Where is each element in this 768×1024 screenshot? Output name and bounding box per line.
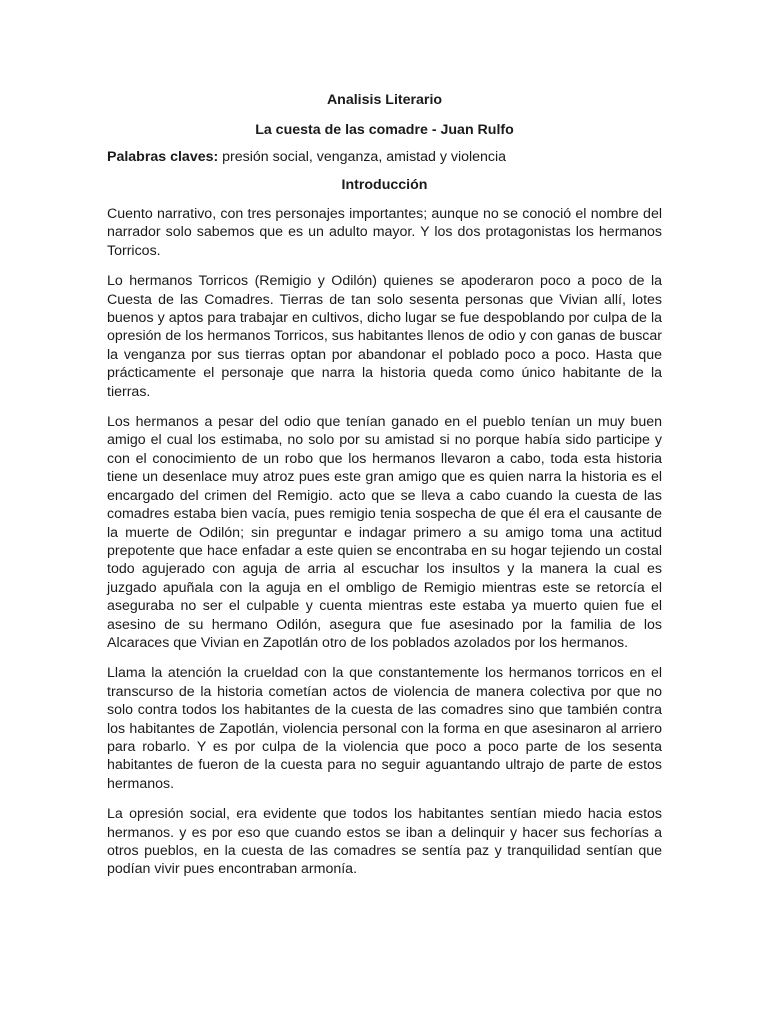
- paragraph: La opresión social, era evidente que todos los habitantes sentían miedo hacia estos hermanos. y es por eso que cuando estos se iban a delinquir y hacer sus fechorías a otros pueblos, en la cuesta de las comadres se sentía paz y tranquilidad sentían que podían vivir pues encontraban armonía.: [107, 806, 662, 878]
- document-page: [107, 91, 662, 891]
- document-subtitle: La cuesta de las comadre - Juan Rulfo: [255, 122, 514, 138]
- keywords-value: presión social, venganza, amistad y violencia: [218, 149, 507, 165]
- section-heading: Introducción: [341, 177, 428, 193]
- paragraph: Lo hermanos Torricos (Remigio y Odilón) quienes se apoderaron poco a poco de la Cuesta de las Comadres. Tierras de tan solo sesenta personas que Vivian allí, lotes buenos y aptos para trabajar en cultivos, dicho lugar se fue despoblando por culpa de la opresión de los hermanos Torricos, sus habitantes llenos de odio y con ganas de buscar la venganza por sus tierras optan por abandonar el poblado poco a poco. Hasta que prácticamente el personaje que narra la historia queda como único habitante de la tierras.: [107, 273, 662, 400]
- keywords-line: [107, 148, 662, 166]
- paragraph: Llama la atención la crueldad con la que constantemente los hermanos torricos en el transcurso de la historia cometían actos de violencia de manera colectiva por que no solo contra todos los habitantes de la cuesta de las comadres sino que también contra los habitantes de Zapotlán, violencia personal con la forma en que asesinaron al arriero para robarlo. Y es por culpa de la violencia que poco a poco parte de los sesenta habitantes de fueron de la cuesta para no seguir aguantando ultrajo de parte de estos hermanos.: [107, 665, 662, 792]
- document-title: Analisis Literario: [326, 92, 443, 108]
- paragraph: Los hermanos a pesar del odio que tenían ganado en el pueblo tenían un muy buen amigo el cual los estimaba, no solo por su amistad si no porque había sido participe y con el conocimiento de un robo que los hermanos llevaron a cabo, toda esta historia tiene un desenlace muy atroz pues este gran amigo que es quien narra la historia es el encargado del crimen del Remigio. acto que se lleva a cabo cuando la cuesta de las comadres estaba bien vacía, pues remigio tenia sospecha de que él era el causante de la muerte de Odilón; sin preguntar e indagar primero a su amigo toma una actitud prepotente que hace enfadar a este quien se encontraba en su hogar tejiendo un costal todo agujerado con aguja de arria al escuchar los insultos y la manera la cual es juzgado apuñala con la aguja en el ombligo de Remigio mientras este se retorcía el aseguraba no ser el culpable y cuenta mientras este estaba ya muerto quien fue el asesino de su hermano Odilón, asegura que fue asesinado por la familia de los Alcaraces que Vivian en Zapotlán otro de los poblados azolados por los hermanos.: [107, 414, 662, 651]
- paragraph: Cuento narrativo, con tres personajes importantes; aunque no se conoció el nombre del narrador solo sabemos que es un adulto mayor. Y los dos protagonistas los hermanos Torricos.: [107, 206, 662, 259]
- keywords-label: Palabras claves:: [107, 149, 219, 165]
